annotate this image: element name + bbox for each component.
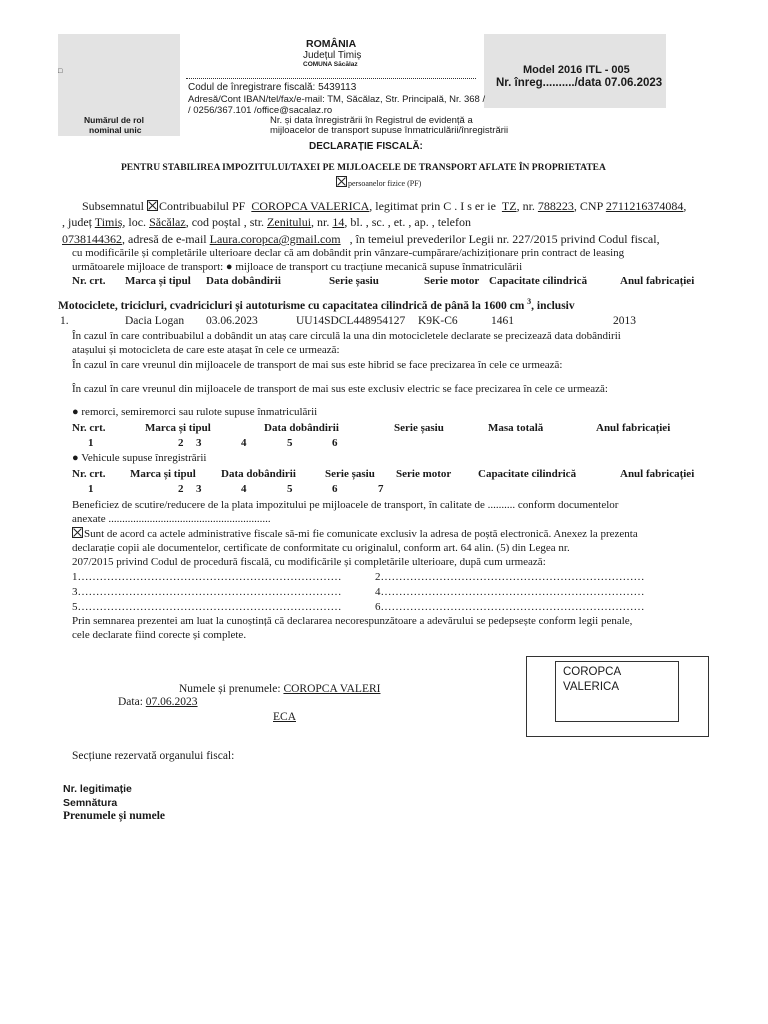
trailers-header-nr: Nr. crt. — [72, 422, 106, 434]
exemption-line-1: Beneficiez de scutire/reducere de la plata impozitului pe mijloacele de transport, în calitate de .......... conform documentelor — [72, 499, 619, 511]
vehicle-row-marca: Dacia Logan — [125, 315, 185, 327]
vehicle-category-tail: , inclusiv — [531, 299, 575, 312]
agreement-line-2: declarație copii ale documentelor, certificate de conformitate cu originalul, conform art. 64 alin. (5) din Legea nr. — [72, 542, 570, 554]
trailers-num-6: 6 — [332, 437, 338, 449]
annex-line-3: 3……………………………………………………………… — [72, 586, 342, 598]
trailers-title: ● remorci, semiremorci sau rulote supuse înmatriculării — [72, 406, 318, 418]
vehicle-header-nr: Nr. crt. — [72, 275, 106, 287]
header-dotted-line — [186, 78, 476, 79]
nr-rol-label-2: nominal unic — [89, 125, 142, 135]
footer-names: Prenumele și numele — [63, 810, 165, 822]
vehicle-header-motor: Serie motor — [424, 275, 480, 287]
name-value: COROPCA VALERI — [283, 683, 381, 695]
registered-header-data: Data dobândirii — [221, 468, 296, 480]
note-hybrid: În cazul în care vreunul din mijloacele de transport de mai sus este hibrid se face precizarea în cele ce urmează: — [72, 359, 563, 371]
trailers-num-4: 4 — [241, 437, 247, 449]
street-number: 14 — [332, 215, 345, 229]
checked-box-icon[interactable] — [72, 527, 83, 538]
register-line-2: mijloacelor de transport supuse înmatriculării/înregistrării — [270, 125, 509, 136]
identity-line-5: următoarele mijloace de transport: ● mijloace de transport cu tracțiune mecanică supuse înmatriculării — [72, 261, 523, 273]
cnp-value: 2711216374084 — [605, 199, 684, 213]
registered-header-nr: Nr. crt. — [72, 468, 106, 480]
vehicle-row-nr: 1. — [60, 315, 69, 327]
rest-label: , bl. , sc. , et. , ap. , telefon — [344, 215, 472, 229]
annex-line-2: 2……………………………………………………………… — [375, 571, 645, 583]
annex-line-4: 4……………………………………………………………… — [375, 586, 645, 598]
registered-num-3: 3 — [196, 483, 202, 495]
document-title: DECLARAȚIE FISCALĂ: — [309, 141, 423, 152]
vehicle-header-an: Anul fabricației — [620, 275, 695, 287]
contrib-label: Contribuabilul PF — [159, 199, 246, 213]
declaration-line-1: Prin semnarea prezentei am luat la cunoștință că declararea necorespunzătoare a adevărului se pedepsește conform legii penale, — [72, 615, 633, 627]
registered-num-6: 6 — [332, 483, 338, 495]
nr-inreg-label: Nr. înreg........../data 07.06.2023 — [496, 77, 663, 89]
vehicle-category-text: Motociclete, tricicluri, cvadricicluri și autoturisme cu capacitatea cilindrică de până la 1600 cm — [58, 299, 525, 312]
vehicle-row-motor: K9K-C6 — [418, 315, 458, 327]
loc-value: Săcălaz — [149, 215, 186, 229]
left-marker: □ — [58, 68, 63, 75]
annex-line-6: 6……………………………………………………………… — [375, 601, 645, 613]
county: Județul Timiș — [303, 50, 362, 61]
vehicle-row-an: 2013 — [613, 315, 636, 327]
loc-label: , loc. — [122, 215, 147, 229]
phone-value: 0738144362 — [62, 232, 122, 246]
fiscal-section-label: Secțiune rezervată organului fiscal: — [72, 750, 235, 762]
registered-num-4: 4 — [241, 483, 247, 495]
agreement-line-1 — [72, 527, 638, 540]
taxpayer-name: COROPCA VALERICA — [251, 199, 370, 213]
id-number: 788223 — [537, 199, 574, 213]
declaration-line-2: cele declarate fiind corecte și complete. — [72, 629, 247, 641]
vehicle-row-sasiu: UU14SDCL448954127 — [296, 315, 406, 327]
email-value: Laura.coropca@gmail.com — [209, 232, 341, 246]
registered-num-7: 7 — [378, 483, 384, 495]
address-line-1: Adresă/Cont IBAN/tel/fax/e-mail: TM, Săcălaz, Str. Principală, Nr. 368 / — [188, 94, 486, 105]
trailers-header-marca: Marca și tipul — [145, 422, 211, 434]
vehicle-header-capacitate: Capacitate cilindrică — [489, 275, 588, 287]
commune: COMUNA Săcălaz — [303, 61, 358, 68]
trailers-num-1: 1 — [88, 437, 94, 449]
vehicle-category — [58, 297, 575, 312]
name-continuation: ECA — [273, 711, 296, 723]
date-line — [118, 696, 198, 708]
note-moto-1: În cazul în care contribuabilul a dobândit un ataș care circulă la una din motocicletele declarate se precizează data dobândirii — [72, 330, 621, 342]
identity-line-4: cu modificările și completările ulterioare declar că am dobândit prin vânzare-cumpărare/achiziționare prin contract de leasing — [72, 247, 625, 259]
street-value: Zenitului — [267, 215, 312, 229]
register-line-1: Nr. și data înregistrării în Registrul de evidență a — [270, 115, 473, 126]
registered-num-2: 2 — [178, 483, 184, 495]
signature-box-line-2: VALERICA — [563, 681, 620, 693]
exemption-line-2: anexate ........................................................... — [72, 513, 271, 525]
trailers-num-2: 2 — [178, 437, 184, 449]
persons-option — [336, 176, 421, 188]
footer-legitimatie: Nr. legitimație — [63, 783, 132, 795]
fiscal-code: Codul de înregistrare fiscală: 5439113 — [188, 82, 357, 93]
vehicle-header-marca: Marca și tipul — [125, 275, 191, 287]
trailers-header-data: Data dobândirii — [264, 422, 339, 434]
legit-label: , legitimat prin C . I s er ie — [369, 199, 496, 213]
postal-label: , cod poștal , str. — [185, 215, 265, 229]
country: ROMÂNIA — [306, 38, 357, 50]
registered-header-marca: Marca și tipul — [130, 468, 196, 480]
agreement-line-3: 207/2015 privind Codul de procedură fiscală, cu modificările și completările ulterioare, după cum urmează: — [72, 556, 546, 568]
checked-box-icon[interactable] — [336, 176, 347, 187]
cnp-label: , CNP — [573, 199, 603, 213]
nr-label: , nr. — [516, 199, 535, 213]
registered-header-an: Anul fabricației — [620, 468, 695, 480]
vehicle-row-capacitate: 1461 — [491, 315, 514, 327]
annex-line-1: 1……………………………………………………………… — [72, 571, 342, 583]
trailers-num-5: 5 — [287, 437, 293, 449]
trailers-header-an: Anul fabricației — [596, 422, 671, 434]
note-electric: În cazul în care vreunul din mijloacele de transport de mai sus este exclusiv electric se face precizarea în cele ce urmează: — [72, 383, 608, 395]
address-line-2: / 0256/367.101 /office@sacalaz.ro — [188, 105, 333, 116]
identity-line-2 — [62, 215, 471, 230]
note-moto-2: atașului și motocicleta de care este atașat în cele ce urmează: — [72, 344, 340, 356]
date-value: 07.06.2023 — [145, 696, 198, 708]
nr-rol-label-1: Numărul de rol — [84, 115, 144, 125]
model-label: Model 2016 ITL - 005 — [523, 64, 630, 76]
date-label: Data: — [118, 696, 143, 708]
judet-value: Timiș — [94, 215, 123, 229]
id-series: TZ — [501, 199, 517, 213]
identity-line-3 — [62, 232, 660, 247]
vehicle-header-data: Data dobândirii — [206, 275, 281, 287]
name-label: Numele și prenumele: — [179, 683, 281, 695]
vehicle-category-sup: 3 — [527, 297, 532, 306]
checked-box-icon[interactable] — [147, 200, 158, 211]
subsemnatul-label: Subsemnatul — [82, 199, 144, 213]
agreement-text-1: Sunt de acord ca actele administrative fiscale să-mi fie comunicate exclusiv la adresa de poștă electronică. Anexez la prezenta — [84, 528, 638, 540]
vehicle-row-data: 03.06.2023 — [206, 315, 258, 327]
judet-label: , județ — [62, 215, 92, 229]
registered-num-5: 5 — [287, 483, 293, 495]
annex-line-5: 5……………………………………………………………… — [72, 601, 342, 613]
registered-num-1: 1 — [88, 483, 94, 495]
registered-header-sasiu: Serie șasiu — [325, 468, 375, 480]
legal-basis: , în temeiul prevederilor Legii nr. 227/2015 privind Codul fiscal, — [349, 232, 660, 246]
name-line — [179, 683, 380, 695]
registered-header-capacitate: Capacitate cilindrică — [478, 468, 577, 480]
persons-option-label: persoanelor fizice (PF) — [348, 179, 422, 188]
document-subtitle: PENTRU STABILIREA IMPOZITULUI/TAXEI PE MIJLOACELE DE TRANSPORT AFLATE ÎN PROPRIETATEA — [121, 163, 606, 173]
trailers-header-sasiu: Serie șasiu — [394, 422, 444, 434]
footer-semnatura: Semnătura — [63, 797, 118, 809]
registered-title: ● Vehicule supuse înregistrării — [72, 452, 207, 464]
email-label: , adresă de e-mail — [122, 232, 207, 246]
identity-line-1: Subsemnatul Contribuabilul PF COROPCA VALERICA, legitimat prin C . I s er ie TZ, nr. 788223, CNP 2711216374084, — [82, 199, 687, 213]
trailers-num-3: 3 — [196, 437, 202, 449]
signature-box-line-1: COROPCA — [563, 666, 622, 678]
vehicle-header-sasiu: Serie șasiu — [329, 275, 379, 287]
trailers-header-masa: Masa totală — [488, 422, 544, 434]
registered-header-motor: Serie motor — [396, 468, 452, 480]
nr2-label: , nr. — [311, 215, 330, 229]
